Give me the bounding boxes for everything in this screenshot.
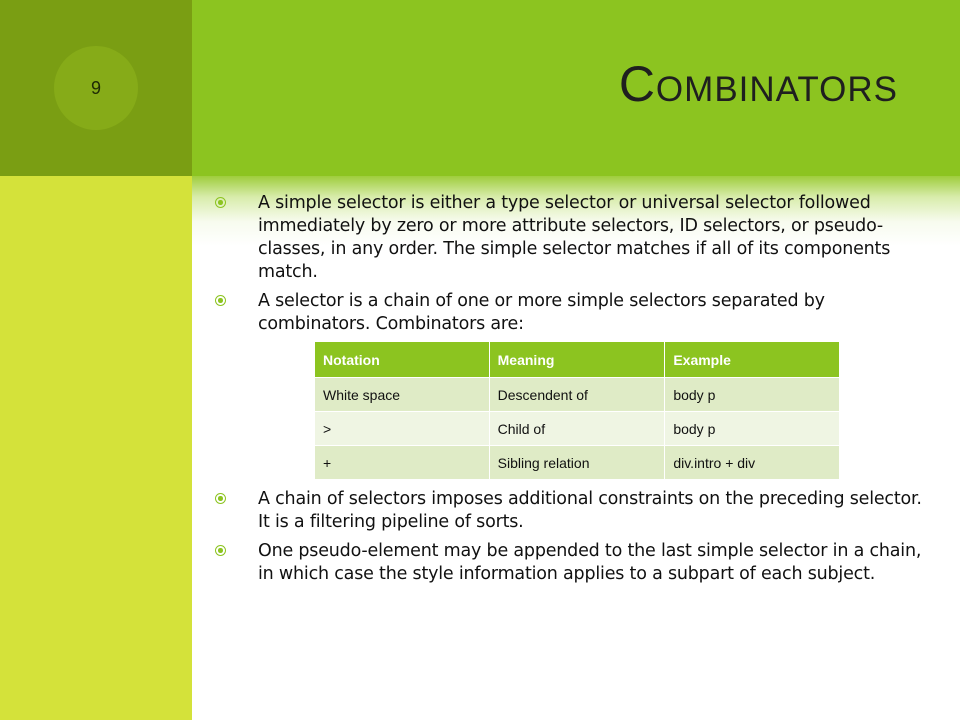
table-cell: Descendent of — [489, 378, 665, 412]
table-cell: Sibling relation — [489, 446, 665, 480]
column-header-notation: Notation — [315, 342, 490, 378]
bullet-text: A chain of selectors imposes additional constraints on the preceding selector. It is a filtering pipeline of sorts. — [258, 489, 922, 532]
combinators-table — [314, 341, 840, 480]
table-cell: body p — [665, 412, 840, 446]
table-cell: Child of — [489, 412, 665, 446]
table-cell: > — [315, 412, 490, 446]
bullet-text: A simple selector is either a type selector or universal selector followed immediately by zero or more attribute selectors, ID selectors, or pseudo-classes, in any order. The simple selector matches if all of its components match. — [258, 193, 891, 282]
table-cell: + — [315, 446, 490, 480]
left-band-bottom — [0, 176, 192, 720]
bullet-icon — [215, 197, 226, 208]
table-cell: body p — [665, 378, 840, 412]
bullet-icon — [215, 295, 226, 306]
slide-number-badge — [54, 46, 138, 130]
bullet-item — [212, 192, 938, 284]
bullet-text: A selector is a chain of one or more simple selectors separated by combinators. Combinators are: — [258, 291, 825, 334]
table-header-row — [315, 342, 840, 378]
slide-title: Combinators — [618, 56, 898, 112]
bullet-item — [212, 488, 938, 534]
table-row — [315, 446, 840, 480]
table-row — [315, 378, 840, 412]
table-cell: White space — [315, 378, 490, 412]
slide-number: 9 — [90, 77, 101, 98]
bullet-icon — [215, 493, 226, 504]
bullet-list-top — [212, 192, 938, 342]
table-row — [315, 412, 840, 446]
column-header-meaning: Meaning — [489, 342, 665, 378]
bullet-text: One pseudo-element may be appended to the last simple selector in a chain, in which case the style information applies to a subpart of each subject. — [258, 541, 922, 584]
bullet-list-bottom — [212, 488, 938, 592]
bullet-item — [212, 540, 938, 586]
bullet-icon — [215, 545, 226, 556]
bullet-item — [212, 290, 938, 336]
table-cell: div.intro + div — [665, 446, 840, 480]
column-header-example: Example — [665, 342, 840, 378]
